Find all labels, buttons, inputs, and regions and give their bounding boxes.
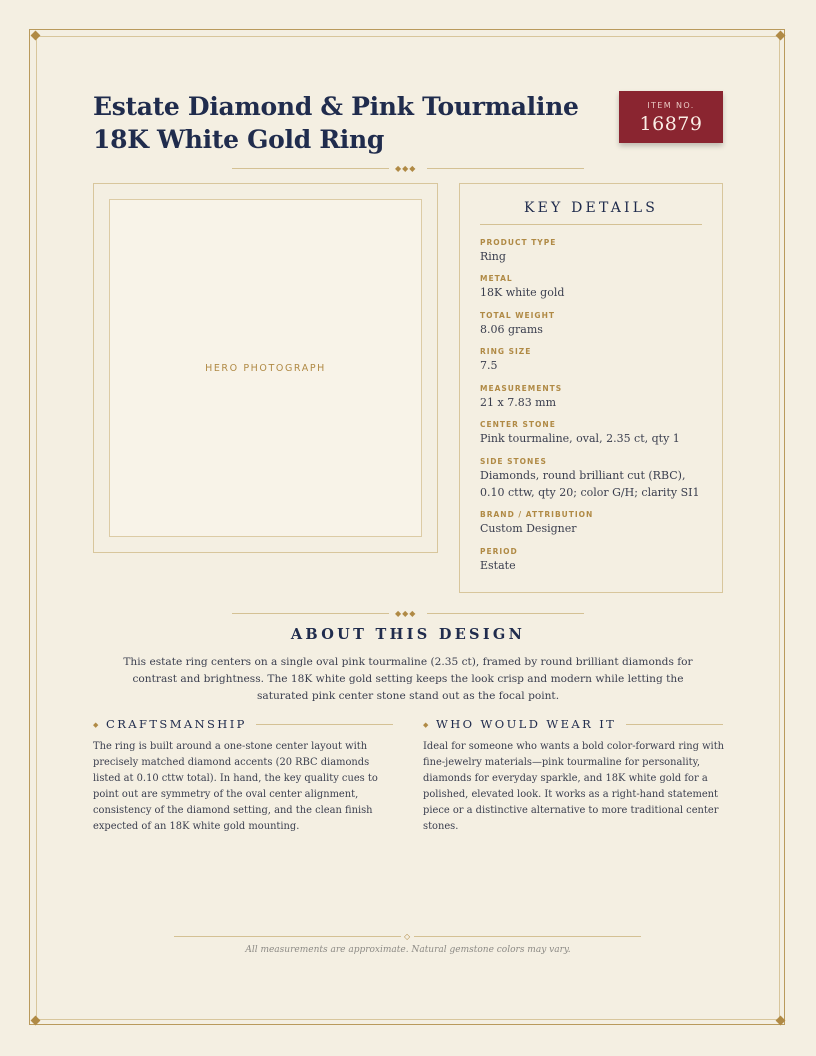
title-divider (232, 164, 584, 174)
key-details-panel (459, 183, 723, 593)
about-divider (232, 609, 584, 619)
craftsmanship-heading: ◆ CRAFTSMANSHIP (93, 717, 393, 733)
hero-photo-placeholder (109, 199, 422, 537)
craftsmanship-body: The ring is built around a one-stone center layout with precisely matched diamond accents (20 RBC diamonds listed at 0.10 cttw total). In hand, the key quality cues to point out are symmetry of the oval center alignment, consistency of the diamond setting, and the clean finish expected of an 18K white gold mounting. (93, 741, 378, 832)
diamond-ornament-icon: ◆◆◆ (395, 609, 417, 618)
hero-photo-frame (93, 183, 438, 553)
diamond-ornament-icon: ◆◆◆ (395, 164, 417, 173)
diamond-bullet-icon: ◆ (423, 721, 429, 729)
who-would-wear-heading: ◆ WHO WOULD WEAR IT (423, 717, 723, 733)
diamond-ornament-icon: ◇ (404, 932, 412, 941)
diamond-bullet-icon: ◆ (93, 721, 99, 729)
page-title: Estate Diamond & Pink Tourmaline 18K White Gold Ring (93, 92, 579, 154)
detail-metal: METAL 18K white gold (480, 274, 565, 299)
item-number-badge (619, 91, 723, 143)
detail-brand-attribution: BRAND / ATTRIBUTION Custom Designer (480, 510, 594, 535)
detail-product-type: PRODUCT TYPE Ring (480, 238, 557, 263)
footer-note: All measurements are approximate. Natural gemstone colors may vary. (245, 945, 571, 955)
who-would-wear-body: Ideal for someone who wants a bold color-forward ring with fine-jewelry materials—pink tourmaline for personality, diamonds for everyday sparkle, and 18K white gold for a polished, elevated look. It works as a right-hand statement piece or a distinctive alternative to more traditional center stones. (423, 741, 725, 832)
item-number-label: ITEM NO. (647, 101, 695, 110)
detail-measurements: MEASUREMENTS 21 x 7.83 mm (480, 384, 563, 409)
item-number: 16879 (639, 113, 703, 135)
key-details-heading: KEY DETAILS (480, 200, 702, 225)
detail-side-stones: SIDE STONES Diamonds, round brilliant cut (RBC), 0.10 cttw, qty 20; color G/H; clarity SI1 (480, 457, 700, 499)
detail-period: PERIOD Estate (480, 547, 518, 572)
about-heading: ABOUT THIS DESIGN (290, 626, 526, 643)
detail-center-stone: CENTER STONE Pink tourmaline, oval, 2.35 ct, qty 1 (480, 420, 680, 445)
hero-photo-label: HERO PHOTOGRAPH (205, 362, 326, 374)
about-body: This estate ring centers on a single oval pink tourmaline (2.35 ct), framed by round brilliant diamonds for contrast and brightness. The 18K white gold setting keeps the look crisp and modern while letting the saturated pink center stone stand out as the focal point. (123, 656, 693, 702)
detail-total-weight: TOTAL WEIGHT 8.06 grams (480, 311, 555, 336)
footer-divider (174, 932, 641, 942)
detail-ring-size: RING SIZE 7.5 (480, 347, 532, 372)
